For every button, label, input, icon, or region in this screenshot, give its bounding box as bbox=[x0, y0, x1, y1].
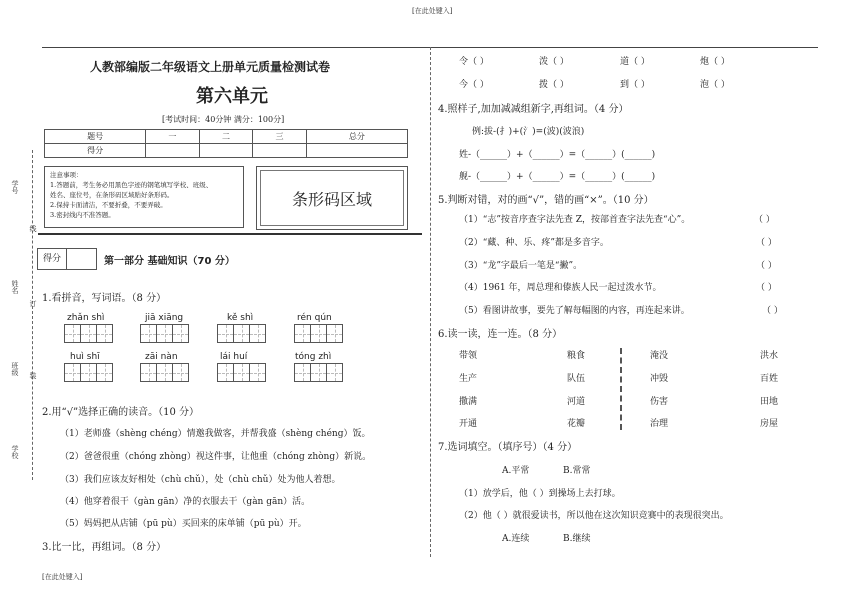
score-cell[interactable] bbox=[146, 144, 200, 158]
section1-score-label: 得分 bbox=[38, 249, 67, 269]
q6-word[interactable]: 粮食 bbox=[567, 351, 586, 361]
q6-word[interactable]: 带领 bbox=[459, 351, 478, 361]
q3-item: 道（ ） bbox=[620, 57, 650, 67]
q5-title: 5.判断对错，对的画“√”，错的画“×”。（10 分） bbox=[438, 195, 654, 206]
q5-line: （1）“志”按音序查字法先查 Z，按部首查字法先查“心”。 bbox=[459, 215, 691, 225]
q7-option: B.继续 bbox=[563, 534, 591, 544]
q2-line: （1）老师盛（shèng chéng）情邀我做客，并帮我盛（shèng chéng）饭。 bbox=[60, 429, 371, 439]
q7-line: （2）他（ ）就很爱读书，所以他在这次知识竞赛中的表现很突出。 bbox=[459, 511, 729, 521]
q1-answer-grid[interactable] bbox=[140, 324, 188, 343]
q6-word[interactable]: 撒满 bbox=[459, 397, 478, 407]
score-table bbox=[44, 129, 408, 158]
binding-line bbox=[32, 150, 33, 480]
q6-word[interactable]: 洪水 bbox=[760, 351, 779, 361]
q1-title: 1.看拼音，写词语。（8 分） bbox=[42, 293, 167, 304]
notice-line: 3.密封线内不准答题。 bbox=[50, 211, 115, 219]
q6-word[interactable]: 百姓 bbox=[760, 374, 779, 384]
side-label-student-id: 学号 bbox=[11, 180, 19, 194]
exam-info: [考试时间：40分钟 满分：100分] bbox=[162, 115, 285, 124]
q1-answer-grid[interactable] bbox=[64, 324, 112, 343]
notice-box bbox=[44, 166, 244, 228]
q7-title: 7.选词填空。（填序号）（4 分） bbox=[438, 442, 578, 453]
side-label-name: 姓名 bbox=[11, 280, 19, 294]
q1-pinyin: rén qún bbox=[297, 313, 332, 323]
q6-title: 6.读一读，连一连。（8 分） bbox=[438, 329, 563, 340]
score-header-cell: 二 bbox=[199, 130, 253, 144]
score-header-cell: 题号 bbox=[45, 130, 146, 144]
score-header-cell: 总分 bbox=[306, 130, 407, 144]
q5-answer-paren[interactable]: （ ） bbox=[756, 238, 777, 248]
q6-word[interactable]: 淹没 bbox=[650, 351, 669, 361]
score-cell[interactable] bbox=[253, 144, 307, 158]
q7-option: A.平常 bbox=[502, 466, 530, 476]
page-divider bbox=[430, 47, 431, 557]
q6-word[interactable]: 花瓣 bbox=[567, 419, 586, 429]
score-header-cell: 三 bbox=[253, 130, 307, 144]
q4-line: 舰-（______）+（______）=（______）(______) bbox=[459, 172, 656, 182]
section1-title: 第一部分 基础知识（70 分） bbox=[104, 256, 235, 267]
q6-word[interactable]: 冲毁 bbox=[650, 374, 669, 384]
q1-pinyin: kě shì bbox=[227, 313, 254, 323]
q5-answer-paren[interactable]: （ ） bbox=[756, 261, 777, 271]
header-rule bbox=[38, 233, 422, 235]
section1-score-box bbox=[37, 248, 97, 270]
q6-word[interactable]: 房屋 bbox=[760, 419, 779, 429]
q1-answer-grid[interactable] bbox=[294, 363, 342, 382]
q3-item: 泡（ ） bbox=[700, 80, 730, 90]
exam-title: 人教部编版二年级语文上册单元质量检测试卷 bbox=[90, 60, 331, 74]
barcode-label: 条形码区域 bbox=[260, 170, 404, 226]
notice-line: 2.保持卡面清洁，不要折叠，不要弄破。 bbox=[50, 201, 167, 209]
q5-line: （5）看图讲故事，要先了解每幅图的内容，再连起来讲。 bbox=[459, 306, 690, 316]
q4-line: 姓-（______）+（______）=（______）(______) bbox=[459, 150, 656, 160]
q6-word[interactable]: 开通 bbox=[459, 419, 478, 429]
q4-title: 4.照样子,加加减减组新字,再组词。（4 分） bbox=[438, 104, 629, 115]
side-label-line: 线 bbox=[29, 225, 37, 232]
notice-line: 1.答题前，考生务必用黑色字迹的钢笔填写学校、班级、 bbox=[50, 181, 213, 189]
q1-answer-grid[interactable] bbox=[64, 363, 112, 382]
q3-item: 拨（ ） bbox=[539, 80, 569, 90]
q2-line: （3）我们应该友好相处（chù chǔ），处（chù chǔ）处为他人着想。 bbox=[60, 475, 341, 485]
q5-line: （2）“藏、种、乐、疼”都是多音字。 bbox=[459, 238, 609, 248]
q1-answer-grid[interactable] bbox=[217, 324, 265, 343]
q1-pinyin: zhǎn shì bbox=[67, 313, 105, 323]
q3-item: 令（ ） bbox=[459, 57, 489, 67]
q2-line: （5）妈妈把从店铺（pū pù）买回来的床单铺（pū pù）开。 bbox=[60, 519, 307, 529]
q1-pinyin: lái huí bbox=[220, 352, 248, 362]
q5-line: （4）1961 年，周总理和傣族人民一起过泼水节。 bbox=[459, 283, 662, 293]
q5-answer-paren[interactable]: （ ） bbox=[762, 306, 783, 316]
score-header-cell: 一 bbox=[146, 130, 200, 144]
q1-answer-grid[interactable] bbox=[217, 363, 265, 382]
q2-title: 2.用“√”选择正确的读音。（10 分） bbox=[42, 407, 200, 418]
q6-word[interactable]: 河道 bbox=[567, 397, 586, 407]
side-label-class: 班级 bbox=[11, 362, 19, 376]
q7-option: B.常常 bbox=[563, 466, 591, 476]
q6-word[interactable]: 治理 bbox=[650, 419, 669, 429]
side-label-school: 学校 bbox=[11, 445, 19, 459]
q1-pinyin: huì shī bbox=[70, 352, 100, 362]
q6-word[interactable]: 生产 bbox=[459, 374, 478, 384]
q5-line: （3）“龙”字最后一笔是“撇”。 bbox=[459, 261, 583, 271]
q2-line: （2）爸爸很重（chóng zhòng）视这件事，让他重（chóng zhòng）新说。 bbox=[60, 452, 372, 462]
q1-answer-grid[interactable] bbox=[140, 363, 188, 382]
unit-title: 第六单元 bbox=[196, 86, 268, 107]
header-placeholder: [在此处键入] bbox=[412, 7, 453, 15]
q3-item: 炮（ ） bbox=[700, 57, 730, 67]
q3-title: 3.比一比，再组词。（8 分） bbox=[42, 542, 167, 553]
q1-answer-grid[interactable] bbox=[294, 324, 342, 343]
barcode-area bbox=[256, 166, 408, 230]
q4-example: 例:拔-(扌)+(氵)=(波)(波浪) bbox=[472, 127, 585, 137]
side-label-seal: 装 bbox=[29, 372, 37, 379]
q6-word[interactable]: 队伍 bbox=[567, 374, 586, 384]
q3-item: 泼（ ） bbox=[539, 57, 569, 67]
notice-title: 注意事项： bbox=[50, 171, 83, 179]
q2-line: （4）他穿着很干（gàn gān）净的衣服去干（gàn gān）活。 bbox=[60, 497, 311, 507]
q7-line: （1）放学后，他（ ）到操场上去打球。 bbox=[459, 489, 621, 499]
score-cell[interactable] bbox=[199, 144, 253, 158]
score-row-label: 得分 bbox=[45, 144, 146, 158]
q7-option: A.连续 bbox=[502, 534, 530, 544]
notice-line: 姓名、座位号，在条形码区域贴好条形码。 bbox=[50, 191, 174, 199]
q1-pinyin: jiā xiāng bbox=[145, 313, 184, 323]
side-label-bind: 订 bbox=[29, 300, 37, 307]
q5-answer-paren[interactable]: （ ） bbox=[754, 215, 775, 225]
footer-placeholder: [在此处键入] bbox=[42, 573, 83, 581]
q1-pinyin: zāi nàn bbox=[145, 352, 178, 362]
q5-answer-paren[interactable]: （ ） bbox=[756, 283, 777, 293]
score-cell[interactable] bbox=[306, 144, 407, 158]
q3-item: 今（ ） bbox=[459, 80, 489, 90]
q6-word[interactable]: 田地 bbox=[760, 397, 779, 407]
q6-word[interactable]: 伤害 bbox=[650, 397, 669, 407]
q1-pinyin: tóng zhì bbox=[295, 352, 332, 362]
q3-item: 到（ ） bbox=[620, 80, 650, 90]
q6-divider bbox=[620, 348, 622, 430]
